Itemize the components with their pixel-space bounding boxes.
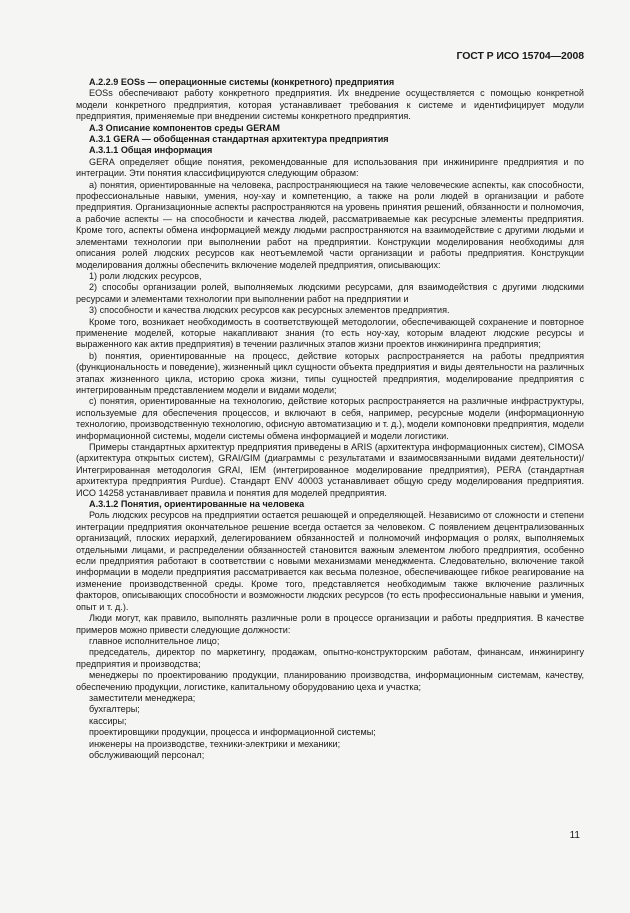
list-item: заместители менеджера; [89,692,196,703]
body-paragraph: а) понятия, ориентированные на человека, распространяющиеся на такие человеческие аспекты, как способности, профессиональные навыки, умения, ноу-хау и компетенцию, а также на роли людей в организации и работе предприятия. Организационные аспекты распространяются на уровень принятия решений, обязанности и полномочия, а рабочие аспекты — на способности и качества людей, рассматриваемые как ресурсные элементы предприятия. Кроме того, аспекты обмена информацией между людьми распространяются на взаимодействие с другими людьми и элементами технологии при выполнении работ на предприятии. Конструкции моделирования необходимы для описания ролей людских ресурсов как неотъемлемой части организации и работы предприятия. Конструкции моделирования должны обеспечить включение моделей предприятия, описывающих: [76,179,584,270]
list-item: главное исполнительное лицо; [89,635,220,646]
list-item: 1) роли людских ресурсов, [89,270,202,281]
body-paragraph: Роль людских ресурсов на предприятии остается решающей и определяющей. Независимо от сложности и степени интеграции предприятия окончательное решение всегда остается за человеком. С появлением децентрализованных организаций, плоских иерархий, делегированием обязанностей и полномочий информация о ролях, выполняемых отдельными лицами, и распределении обязанностей становится важным элементом любого предприятия, особенно если предприятия работают в соответствии с новыми механизмами менеджмента. Следовательно, включение такой информации в модели предприятия рассматривается как весьма полезное, обеспечивающее гибкое реагирование на изменение производственной среды. Кроме того, представляется необходимым также включение различных факторов, описывающих способности и возможности людских ресурсов (то есть профессиональные навыки и умения, опыт и т. д.). [76,510,584,612]
list-item: кассиры; [89,715,127,726]
document-body [76,77,584,761]
standard-header: ГОСТ Р ИСО 15704—2008 [456,50,584,62]
body-paragraph: EOSs обеспечивают работу конкретного предприятия. Их внедрение осуществляется с помощью конкретной модели конкретного предприятия, которая устанавливает требования к системе и идентифицирует модули предприятия, применяемые при внедрении системы конкретного предприятия. [76,88,584,122]
list-item: обслуживающий персонал; [89,749,205,760]
section-heading: А.2.2.9 EOSs — операционные системы (конкретного) предприятия [89,77,395,87]
list-item: проектировщики продукции, процесса и информационной системы; [89,727,376,738]
body-paragraph: Люди могут, как правило, выполнять различные роли в процессе организации и работы предприятия. В качестве примеров можно привести следующие должности: [76,613,584,635]
list-item: инженеры на производстве, техники-электрики и механики; [89,738,341,749]
section-heading: А.3.1.2 Понятия, ориентированные на человека [89,499,305,510]
section-heading: А.3.1.1 Общая информация [89,145,213,156]
body-paragraph: b) понятия, ориентированные на процесс, действие которых распространяется на работы предприятия (функциональность и поведение), жизненный цикл сущности объекта предприятия и виды деятельности на различных этапах жизненного цикла, историю срока жизни, типы сущностей предприятия, моделирование предприятия с интегрированным представлением модели и видами модели; [76,350,584,395]
section-heading: А.3.1 GERA — обобщенная стандартная архитектура предприятия [89,134,389,145]
body-paragraph: Кроме того, возникает необходимость в соответствующей методологии, обеспечивающей сохранение и повторное применение моделей, которые накапливают знания (то есть ноу-хау, которым владеют людские ресурсы и выраженного как актив предприятия) в течении различных этапов жизни проектов инжиниринга предприятия; [76,316,584,350]
body-paragraph: председатель, директор по маркетингу, продажам, опытно-конструкторским работам, финансам, инжинирингу предприятия и производства; [76,647,584,669]
body-paragraph: менеджеры по проектированию продукции, планированию производства, информационным системам, качеству, обеспечению продукции, логистике, капитальному оборудованию цеха и участка; [76,670,584,692]
list-item: бухгалтеры; [89,704,140,715]
page-number: 11 [569,830,580,841]
body-paragraph: Примеры стандартных архитектур предприятия приведены в ARIS (архитектура информационных систем), CIMOSA (архитектура открытых систем), GRAI/GIM (диаграммы с результатами и взаимосвязанными видами деятельности)/Интегрированная методология GRAI, IEM (интегрированное моделирование предприятия), PERA (стандартная архитектура предприятия Purdue). Стандарт ENV 40003 устанавливает общую среду моделирования предприятия. ИСО 14258 устанавливает правила и понятия для моделей предприятия. [76,442,584,498]
body-paragraph: GERA определяет общие понятия, рекомендованные для использования при инжиниринге предприятия и по интеграции. Эти понятия классифицируются следующим образом: [76,156,584,179]
body-paragraph: 2) способы организации ролей, выполняемых людскими ресурсами, для взаимодействия с другими людскими ресурсами и элементами технологии при выполнении работ на предприятии и [76,282,584,304]
list-item: 3) способности и качества людских ресурсов как ресурсных элементов предприятия. [89,305,450,316]
section-heading: А.3 Описание компонентов среды GERAM [89,122,280,133]
body-paragraph: c) понятия, ориентированные на технологию, действие которых распространяется на различные инфраструктуры, используемые для обеспечения процессов, и включают в себя, например, ресурсные модели (информационную технологию, производственную технологию, офисную автоматизацию и т. д.), модели компоновки предприятия, модели информационной системы, модели системы обмена информацией и модели логистики. [76,396,584,441]
